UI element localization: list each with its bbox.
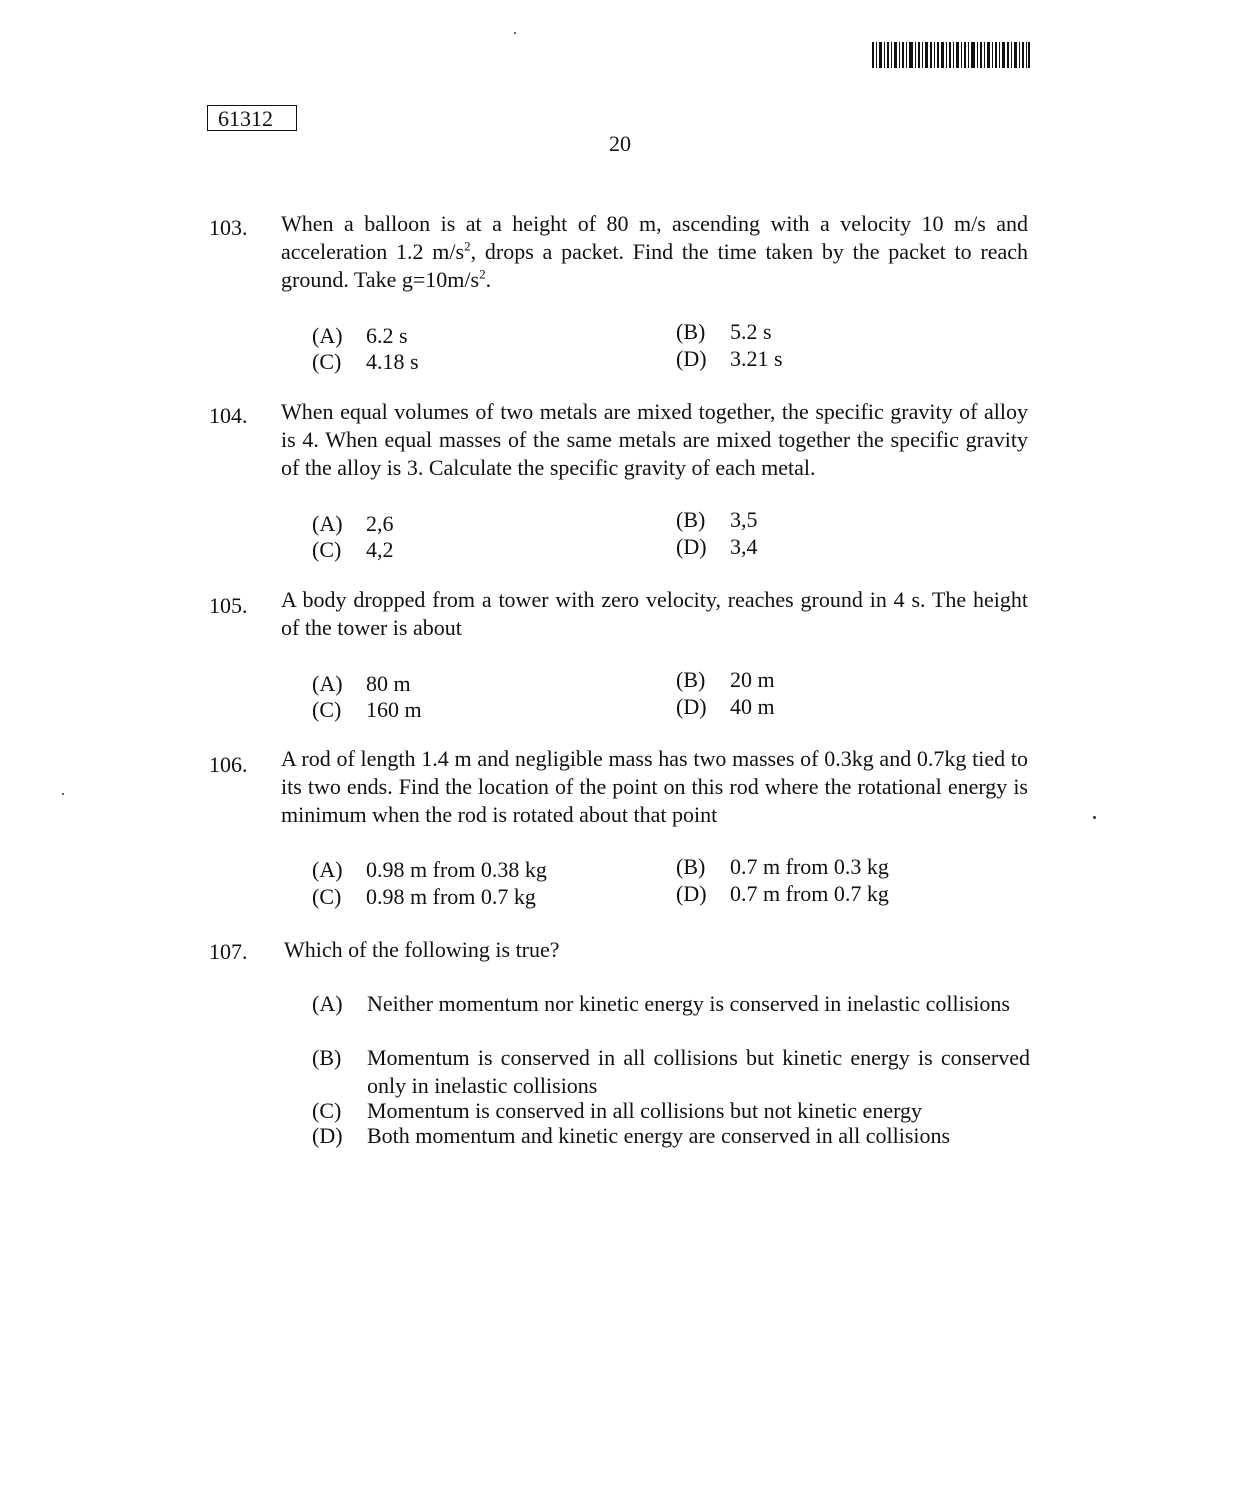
- question-text: A rod of length 1.4 m and negligible mass has two masses of 0.3kg and 0.7kg tied to its two ends. Find the location of the point on this rod where the rotational energy is minimum when the rod is rotated about that point: [281, 746, 1028, 827]
- question-number: 105.: [209, 593, 248, 618]
- option-a: (A) 2,6: [312, 511, 394, 536]
- option-a: (A) 80 m: [312, 671, 411, 696]
- option-d: (D) 3,4: [676, 534, 758, 559]
- question-number: 104.: [209, 403, 248, 428]
- option-a: (A) 6.2 s: [312, 323, 408, 348]
- option-b: (B) Momentum is conserved in all collisions but kinetic energy is conserved only in inelastic collisions: [312, 1045, 1030, 1098]
- question-text: When a balloon is at a height of 80 m, ascending with a velocity 10 m/s and acceleration 1.2 $m/s^2$, drops a packet. Find the time taken by the packet to reach ground. Take $g=10m/s^2$.: [281, 211, 1028, 292]
- question-text: Which of the following is true?: [284, 937, 560, 962]
- scan-speck: [1093, 816, 1096, 819]
- option-b: (B) 3,5: [676, 507, 758, 532]
- option-c: (C) Momentum is conserved in all collisions but not kinetic energy: [312, 1098, 923, 1123]
- question-number: 107.: [209, 939, 248, 964]
- option-c: (C) 160 m: [312, 697, 422, 722]
- scan-speck: [514, 32, 516, 34]
- option-c: (C) 4.18 s: [312, 349, 419, 374]
- question-number: 106.: [209, 752, 248, 777]
- option-d: (D) 0.7 m from 0.7 kg: [676, 881, 889, 906]
- option-c: (C) 4,2: [312, 537, 394, 562]
- option-d: (D) 3.21 s: [676, 346, 783, 371]
- question-number: 103.: [209, 215, 248, 240]
- question-text: A body dropped from a tower with zero velocity, reaches ground in 4 s. The height of the tower is about: [281, 587, 1028, 640]
- page-number: 20: [609, 131, 631, 156]
- barcode-icon: [872, 42, 1030, 68]
- question-text: When equal volumes of two metals are mixed together, the specific gravity of alloy is 4. When equal masses of the same metals are mixed together the specific gravity of the alloy is 3. Calculate the specific gravity of each metal.: [281, 399, 1028, 480]
- paper-code: 61312: [207, 105, 297, 131]
- option-b: (B) 20 m: [676, 667, 775, 692]
- option-d: (D) Both momentum and kinetic energy are conserved in all collisions: [312, 1123, 951, 1148]
- option-a: (A) 0.98 m from 0.38 kg: [312, 857, 547, 882]
- option-c: (C) 0.98 m from 0.7 kg: [312, 884, 536, 909]
- option-a: (A) Neither momentum nor kinetic energy is conserved in inelastic collisions: [312, 991, 1010, 1016]
- option-b: (B) 0.7 m from 0.3 kg: [676, 854, 889, 879]
- option-d: (D) 40 m: [676, 694, 775, 719]
- option-b: (B) 5.2 s: [676, 319, 772, 344]
- scan-speck: [62, 793, 64, 795]
